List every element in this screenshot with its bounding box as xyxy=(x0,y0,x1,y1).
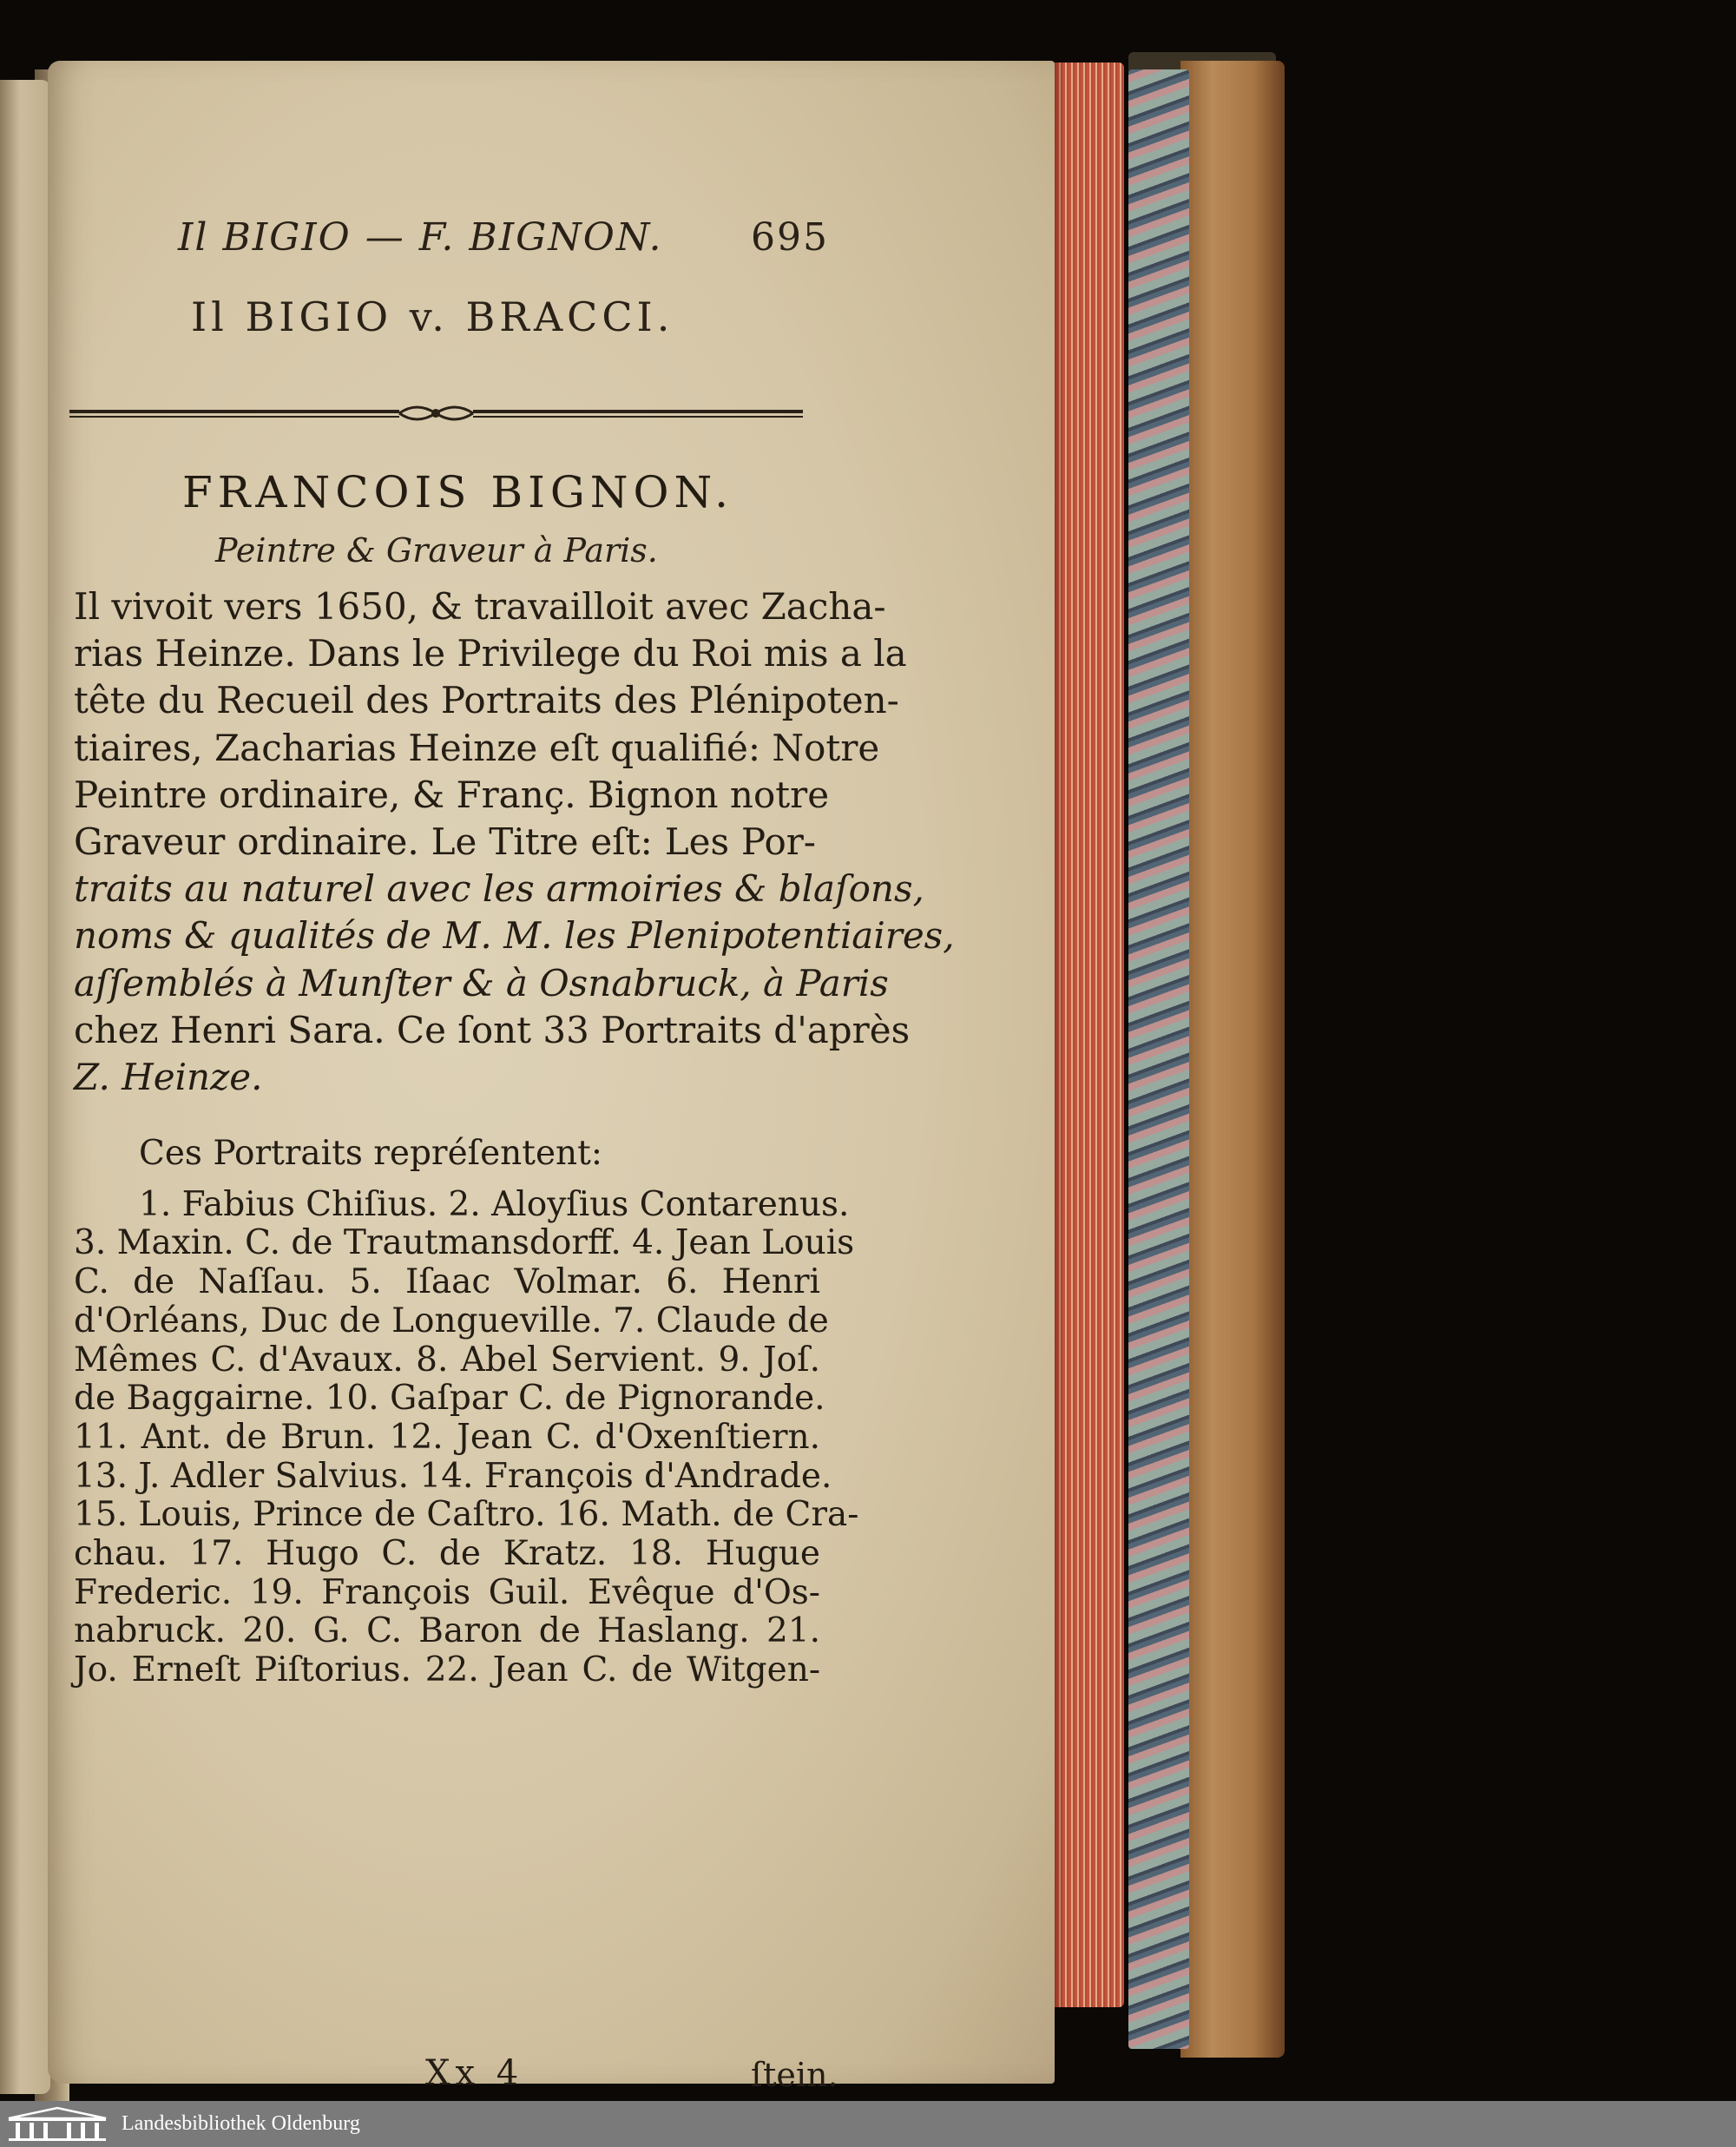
list-line: Jo. Erneſt Piſtorius. 22. Jean C. de Witgen- xyxy=(74,1650,820,1690)
body-line: aſſemblés à Munſter & à Osnabruck, à Paris xyxy=(74,961,889,1004)
running-head-title: Il BIGIO — F. BIGNON. xyxy=(178,215,663,260)
portrait-list xyxy=(74,1134,859,1690)
body-line: noms & qualités de M. M. les Plenipotentiaires, xyxy=(74,914,955,958)
catchword: ſtein. xyxy=(751,2056,838,2094)
cover-board xyxy=(1180,61,1285,2058)
library-footer-bar xyxy=(0,2101,1736,2147)
list-line: 15. Louis, Prince de Caſtro. 16. Math. de Cra- xyxy=(74,1495,859,1535)
body-line: Peintre ordinaire, & Franç. Bignon notre xyxy=(74,773,830,816)
body-line: Graveur ordinaire. Le Titre eſt: Les Por- xyxy=(74,820,816,864)
body-line: Z. Heinze. xyxy=(74,1056,263,1099)
list-line: chau. 17. Hugo C. de Kratz. 18. Hugue xyxy=(74,1534,820,1574)
body-line: Il vivoit vers 1650, & travailloit avec Zacha- xyxy=(74,585,886,628)
list-line: 13. J. Adler Salvius. 14. François d'Andrade. xyxy=(74,1456,832,1496)
entry-subtitle: Peintre & Graveur à Paris. xyxy=(215,531,658,570)
running-head xyxy=(178,215,829,267)
body-line: chez Henri Sara. Ce ſont 33 Portraits d'après xyxy=(74,1008,911,1051)
body-line: rias Heinze. Dans le Privilege du Roi mis a la xyxy=(74,632,907,675)
list-line: Mêmes C. d'Avaux. 8. Abel Servient. 9. Joſ. xyxy=(74,1340,820,1380)
entry-title: FRANCOIS BIGNON. xyxy=(182,467,733,517)
list-line: C. de Naſſau. 5. Iſaac Volmar. 6. Henri xyxy=(74,1262,820,1302)
body-line: tête du Recueil des Portraits des Plénipoten- xyxy=(74,679,899,722)
body-line: traits au naturel avec les armoiries & blaſons, xyxy=(74,867,924,911)
marbled-endpaper xyxy=(1128,69,1189,2049)
library-building-icon xyxy=(5,2106,109,2143)
list-line: 1. Fabius Chiſius. 2. Aloyſius Contarenus. xyxy=(139,1184,850,1224)
previous-page-edge xyxy=(0,80,50,2094)
body-line: tiaires, Zacharias Heinze eſt qualifié: Notre xyxy=(74,726,880,769)
entry-body xyxy=(74,583,955,1101)
library-name: Landesbibliothek Oldenburg xyxy=(122,2112,360,2135)
list-line: 3. Maxin. C. de Trautmansdorff. 4. Jean Louis xyxy=(74,1223,855,1263)
ornamental-rule xyxy=(69,401,803,427)
list-line: Frederic. 19. François Guil. Evêque d'Os- xyxy=(74,1572,820,1612)
list-line: d'Orléans, Duc de Longueville. 7. Claude de xyxy=(74,1301,829,1340)
cross-reference: Il BIGIO v. BRACCI. xyxy=(191,293,674,340)
list-line: 11. Ant. de Brun. 12. Jean C. d'Oxenſtiern. xyxy=(74,1417,820,1457)
list-line: nabruck. 20. G. C. Baron de Haslang. 21. xyxy=(74,1611,820,1651)
list-intro: Ces Portraits repréſentent: xyxy=(139,1134,602,1173)
list-line: de Baggairne. 10. Gaſpar C. de Pignorande. xyxy=(74,1379,825,1419)
page-number: 695 xyxy=(751,215,829,260)
signature-mark: Xx 4 xyxy=(425,2053,524,2093)
